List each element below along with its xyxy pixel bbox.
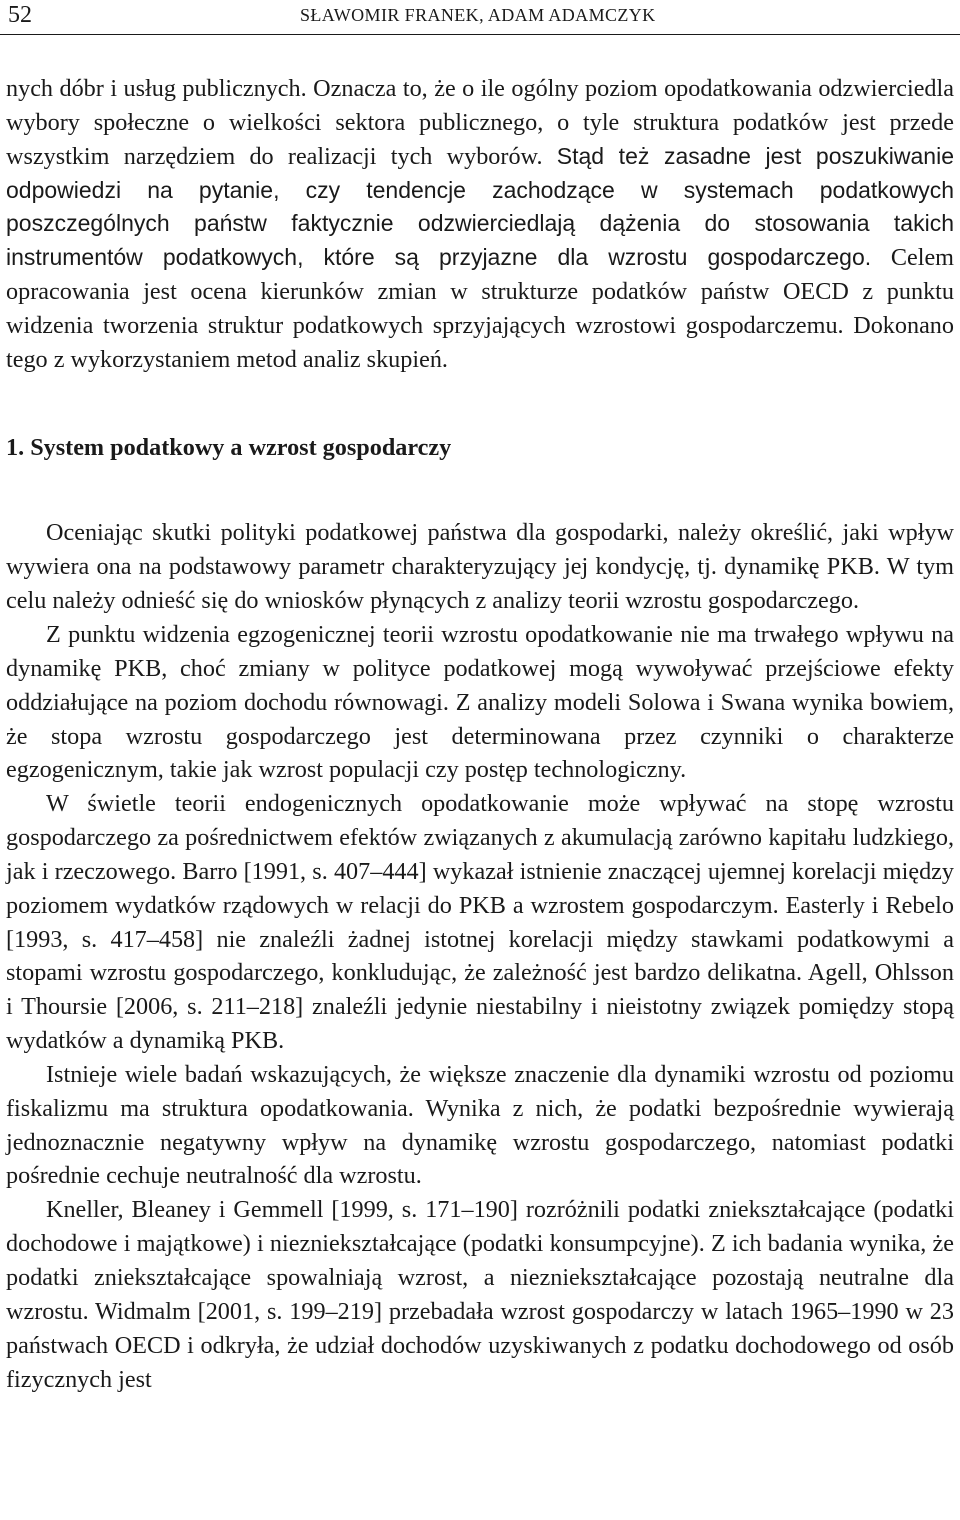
paragraph-4: Istnieje wiele badań wskazujących, że większe znaczenie dla dynamiki wzrostu od poziomu fiskalizmu ma struktura opodatkowania. Wynika z nich, że podatki bezpośrednie wywierają jednoznacznie negatywny wpływ na dynamikę wzrostu gospodarczego, natomiast podatki pośrednie cechuje neutralność dla wzrostu. xyxy=(6,1060,954,1190)
paragraph-2: Z punktu widzenia egzogenicznej teorii wzrostu opodatkowanie nie ma trwałego wpływu na dynamikę PKB, choć zmiany w polityce podatkowej mogą wywoływać przejściowe efekty oddziałujące na poziom dochodu równowagi. Z analizy modeli Solowa i Swana wynika bowiem, że stopa wzrostu gospodarczego jest determinowana przez czynniki o charakterze egzogenicznym, takie jak wzrost populacji czy postęp technologiczny. xyxy=(6,620,954,784)
paragraph-3: W świetle teorii endogenicznych opodatkowanie może wpływać na stopę wzrostu gospodarczego za pośrednictwem efektów związanych z akumulacją zarówno kapitału ludzkiego, jak i rzeczowego. Barro [1991, s. 407–444] wykazał istnienie znaczącej ujemnej korelacji między poziomem wydatków rządowych w relacji do PKB a wzrostem gospodarczym. Easterly i Rebelo [1993, s. 417–458] nie znaleźli żadnej istotnej korelacji między stawkami podatkowymi a stopami wzrostu gospodarczego, konkludując, że zależność jest bardzo delikatna. Agell, Ohlsson i Thoursie [2006, s. 211–218] znaleźli jedynie niestabilny i nieistotny związek pomiędzy stopą wydatków a dynamiką PKB. xyxy=(6,790,954,1055)
section-heading: 1. System podatkowy a wzrost gospodarczy xyxy=(6,433,452,461)
body-text xyxy=(6,72,954,1396)
intro-text-2: Stąd też zasadne jest poszukiwanie odpowiedzi na pytanie, czy tendencje zachodzące w systemach podatkowych poszczególnych państw faktycznie odzwierciedlają dążenia do stosowania takich instrumentów podatkowych, które są przyjazne dla wzrostu gospodarczego. xyxy=(6,142,954,271)
header-authors: SŁAWOMIR FRANEK, ADAM ADAMCZYK xyxy=(300,5,656,25)
paragraph-1: Oceniając skutki polityki podatkowej państwa dla gospodarki, należy określić, jaki wpływ wywiera ona na podstawowy parametr charakteryzujący jej kondycję, tj. dynamikę PKB. W tym celu należy odnieść się do wniosków płynących z analizy teorii wzrostu gospodarczego. xyxy=(6,519,954,615)
running-header xyxy=(0,0,960,35)
paragraph-5: Kneller, Bleaney i Gemmell [1999, s. 171–190] rozróżnili podatki zniekształcające (podatki dochodowe i majątkowe) i niezniekształcające (podatki konsumpcyjne). Z ich badania wynika, że podatki zniekształcające spowalniają wzrost, a niezniekształcające pozostają neutralne dla wzrostu. Widmalm [2001, s. 199–219] przebadała wzrost gospodarczy w latach 1965–1990 w 23 państwach OECD i odkryła, że udział dochodów uzyskiwanych z podatku dochodowego od osób fizycznych jest xyxy=(6,1196,954,1393)
page-number: 52 xyxy=(8,2,32,28)
intro-text-3: Celem opracowania jest ocena kierunków zmian w strukturze podatków państw OECD z punktu widzenia tworzenia struktur podatkowych sprzyjających wzrostowi gospodarczemu. Dokonano tego z wykorzystaniem metod analiz skupień. xyxy=(6,244,954,373)
intro-paragraph xyxy=(6,72,954,377)
intro-text-1: nych dóbr i usług publicznych. Oznacza to, że o ile ogólny poziom opodatkowania odzwierciedla wybory społeczne o wielkości sektora publicznego, o tyle struktura podatków jest przede wszystkim narzędziem do realizacji tych wyborów. xyxy=(6,75,954,170)
